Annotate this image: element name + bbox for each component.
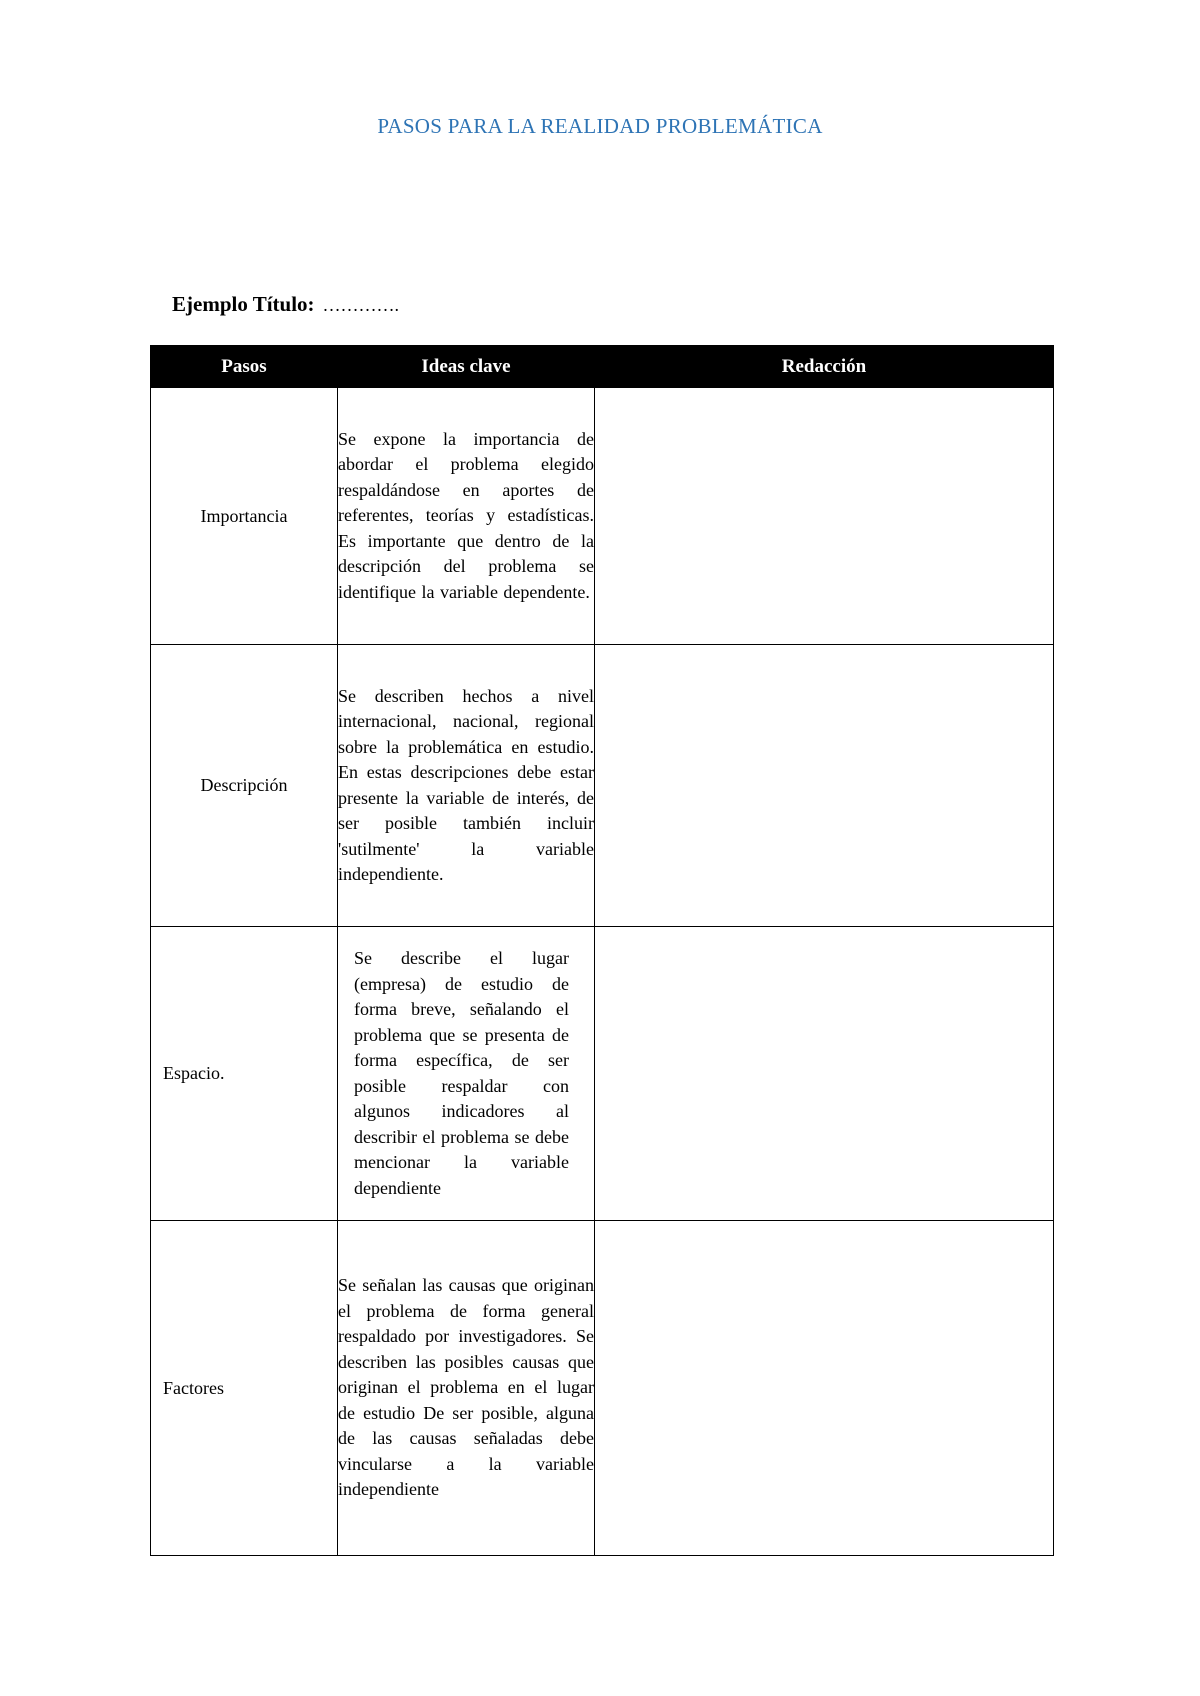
steps-table <box>150 345 1054 1556</box>
writing-cell[interactable] <box>595 388 1054 645</box>
page-title: PASOS PARA LA REALIDAD PROBLEMÁTICA <box>377 114 823 138</box>
table-row <box>151 1221 1054 1556</box>
step-cell: Espacio. <box>151 927 338 1221</box>
step-cell: Factores <box>151 1221 338 1556</box>
ideas-cell: Se describe el lugar (empresa) de estudio de forma breve, señalando el problema que se presenta de forma específica, de ser posible respaldar con algunos indicadores al describir el problema se debe mencionar la variable dependiente <box>338 927 595 1221</box>
writing-cell[interactable] <box>595 645 1054 927</box>
ideas-cell: Se expone la importancia de abordar el problema elegido respaldándose en aportes de referentes, teorías y estadísticas. Es importante que dentro de la descripción del problema se identifique la variable dependente. <box>338 388 595 645</box>
example-title-placeholder: …………. <box>322 295 400 315</box>
ideas-cell: Se describen hechos a nivel internacional, nacional, regional sobre la problemática en estudio. En estas descripciones debe estar presente la variable de interés, de ser posible también incluir 'sutilmente' la variable independiente. <box>338 645 595 927</box>
table-row <box>151 645 1054 927</box>
header-steps: Pasos <box>151 346 338 388</box>
writing-cell[interactable] <box>595 1221 1054 1556</box>
example-title-line <box>172 292 399 317</box>
step-cell: Importancia <box>151 388 338 645</box>
table-row <box>151 388 1054 645</box>
header-writing: Redacción <box>595 346 1054 388</box>
ideas-cell: Se señalan las causas que originan el problema de forma general respaldado por investigadores. Se describen las posibles causas que originan el problema en el lugar de estudio De ser posible, alguna de las causas señaladas debe vincularse a la variable independiente <box>338 1221 595 1556</box>
table-header-row <box>151 346 1054 388</box>
example-title-label: Ejemplo Título: <box>172 292 315 316</box>
step-cell: Descripción <box>151 645 338 927</box>
table-row <box>151 927 1054 1221</box>
writing-cell[interactable] <box>595 927 1054 1221</box>
header-ideas: Ideas clave <box>338 346 595 388</box>
